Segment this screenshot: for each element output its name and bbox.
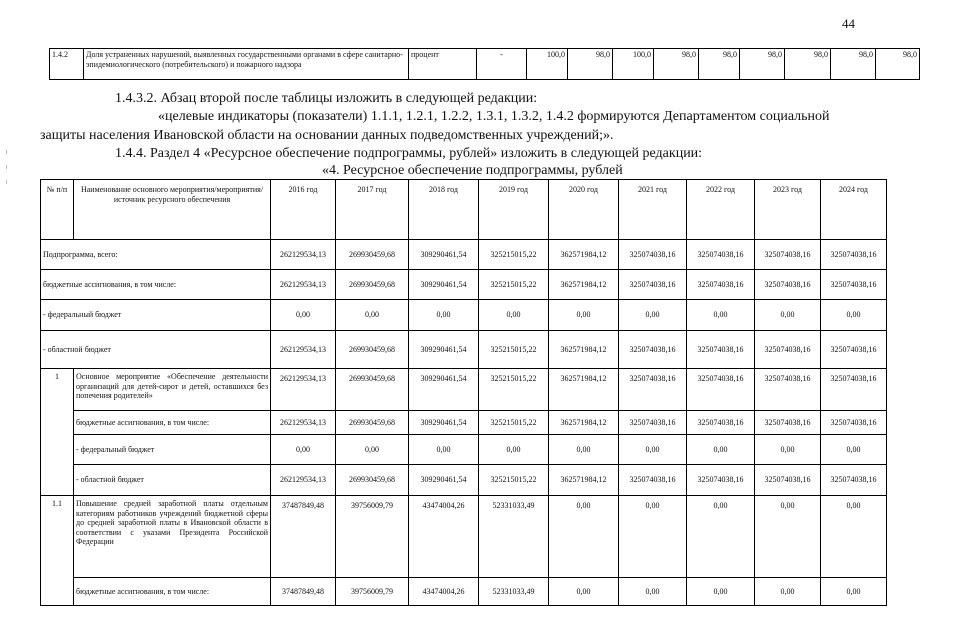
- row-value: 309290461,54: [409, 331, 479, 369]
- row-label: - областной бюджет: [41, 331, 271, 369]
- row-value: 0,00: [409, 435, 479, 465]
- row-value: 0,00: [336, 300, 409, 331]
- row-value: 0,00: [687, 300, 755, 331]
- row-value: 0,00: [821, 496, 887, 578]
- row-value: 325074038,16: [687, 331, 755, 369]
- row-value: 309290461,54: [409, 465, 479, 496]
- row-value: 0,00: [619, 435, 687, 465]
- header-year: 2023 год: [755, 180, 821, 240]
- row-value: 362571984,12: [549, 411, 619, 435]
- indicator-value: 100,0: [527, 49, 568, 80]
- row-value: 0,00: [479, 435, 549, 465]
- row-value: 0,00: [821, 435, 887, 465]
- row-value: 37487849,48: [271, 496, 336, 578]
- row-value: 325215015,22: [479, 240, 549, 270]
- row-value: 325215015,22: [479, 465, 549, 496]
- row-value: 362571984,12: [549, 465, 619, 496]
- row-value: 0,00: [549, 435, 619, 465]
- row-value: 362571984,12: [549, 270, 619, 300]
- paragraph-amendment: 1.4.3.2. Абзац второй после таблицы изложить в следующей редакции:: [115, 91, 538, 106]
- indicator-value: 100,0: [613, 49, 654, 80]
- row-value: 269930459,68: [336, 240, 409, 270]
- row-value: 325074038,16: [821, 240, 887, 270]
- row-label: бюджетные ассигнования, в том числе:: [41, 270, 271, 300]
- row-number: 1.1: [41, 496, 74, 606]
- row-value: 0,00: [687, 578, 755, 606]
- row-value: 269930459,68: [336, 411, 409, 435]
- paragraph-indicators: «целевые индикаторы (показатели) 1.1.1, 1.2.1, 1.2.2, 1.3.1, 1.3.2, 1.4.2 формируются Департаментом социальной: [158, 109, 830, 124]
- indicator-unit: процент: [409, 49, 477, 80]
- row-value: 262129534,13: [271, 331, 336, 369]
- row-value: 0,00: [619, 578, 687, 606]
- resource-table: [40, 179, 887, 606]
- section-title: «4. Ресурсное обеспечение подпрограммы, рублей: [322, 163, 623, 178]
- table-row: [41, 578, 887, 606]
- table-row: [41, 270, 887, 300]
- row-value: 262129534,13: [271, 270, 336, 300]
- row-value: 325074038,16: [755, 369, 821, 411]
- row-label: Повышение средней заработной платы отдельным категориям работников учреждений бюджетной сферы до средней заработной платы в Ивановской области в соответствии с указами Президента Российской Федерации: [74, 496, 271, 578]
- row-value: 0,00: [549, 300, 619, 331]
- row-label: Подпрограмма, всего:: [41, 240, 271, 270]
- row-value: 0,00: [755, 578, 821, 606]
- table-row: [41, 435, 887, 465]
- table-header: [41, 180, 887, 240]
- page-number: 44: [842, 16, 855, 31]
- indicator-dash: -: [477, 49, 527, 80]
- row-value: 269930459,68: [336, 270, 409, 300]
- row-value: 325074038,16: [619, 369, 687, 411]
- indicator-value: 98,0: [568, 49, 613, 80]
- indicator-value: 98,0: [654, 49, 699, 80]
- row-value: 39756009,79: [336, 496, 409, 578]
- row-value: 0,00: [549, 578, 619, 606]
- row-label: - федеральный бюджет: [41, 300, 271, 331]
- indicator-table: [49, 48, 920, 80]
- table-row: [41, 331, 887, 369]
- row-value: 325074038,16: [687, 465, 755, 496]
- row-value: 325074038,16: [755, 240, 821, 270]
- row-value: 325074038,16: [619, 465, 687, 496]
- row-value: 0,00: [619, 300, 687, 331]
- paragraph-section4: 1.4.4. Раздел 4 «Ресурсное обеспечение подпрограммы, рублей» изложить в следующей редакции:: [115, 146, 703, 161]
- row-value: 43474004,26: [409, 496, 479, 578]
- row-number: 1: [41, 369, 74, 496]
- row-value: 325074038,16: [821, 465, 887, 496]
- row-value: 325074038,16: [821, 369, 887, 411]
- row-value: 325074038,16: [755, 270, 821, 300]
- row-value: 269930459,68: [336, 331, 409, 369]
- header-number: № п/п: [41, 180, 74, 240]
- row-value: 37487849,48: [271, 578, 336, 606]
- row-value: 325215015,22: [479, 411, 549, 435]
- row-value: 325074038,16: [755, 331, 821, 369]
- scan-mark: [6, 180, 7, 184]
- row-value: 325215015,22: [479, 369, 549, 411]
- row-value: 0,00: [549, 496, 619, 578]
- header-year: 2017 год: [336, 180, 409, 240]
- row-value: 0,00: [409, 300, 479, 331]
- scan-mark: [6, 150, 7, 154]
- row-value: 39756009,79: [336, 578, 409, 606]
- indicator-value: 98,0: [699, 49, 740, 80]
- row-value: 262129534,13: [271, 240, 336, 270]
- row-value: 325074038,16: [687, 411, 755, 435]
- row-value: 325074038,16: [821, 411, 887, 435]
- row-value: 309290461,54: [409, 411, 479, 435]
- row-value: 0,00: [755, 300, 821, 331]
- header-year: 2018 год: [409, 180, 479, 240]
- row-value: 362571984,12: [549, 240, 619, 270]
- row-value: 325074038,16: [755, 465, 821, 496]
- indicator-value: 98,0: [831, 49, 876, 80]
- header-year: 2016 год: [271, 180, 336, 240]
- row-value: 325074038,16: [821, 270, 887, 300]
- row-value: 325074038,16: [619, 411, 687, 435]
- row-value: 0,00: [755, 496, 821, 578]
- header-name: Наименование основного мероприятия/мероприятия/ источник ресурсного обеспечения: [74, 180, 271, 240]
- header-year: 2020 год: [549, 180, 619, 240]
- indicator-name: Доля устраненных нарушений, выявленных государственными органами в сфере санитарно-эпидемиологического (потребительского) и пожарного надзора: [84, 49, 409, 80]
- row-value: 325074038,16: [687, 240, 755, 270]
- row-value: 309290461,54: [409, 240, 479, 270]
- row-value: 0,00: [271, 300, 336, 331]
- table-row: [41, 411, 887, 435]
- row-value: 0,00: [687, 435, 755, 465]
- row-value: 309290461,54: [409, 369, 479, 411]
- row-value: 325215015,22: [479, 331, 549, 369]
- row-value: 0,00: [821, 300, 887, 331]
- row-value: 269930459,68: [336, 369, 409, 411]
- row-label: - областной бюджет: [74, 465, 271, 496]
- row-value: 325074038,16: [619, 270, 687, 300]
- indicator-value: 98,0: [740, 49, 785, 80]
- row-value: 325074038,16: [619, 240, 687, 270]
- table-row: [41, 240, 887, 270]
- header-year: 2022 год: [687, 180, 755, 240]
- row-value: 262129534,13: [271, 369, 336, 411]
- table-row: [41, 465, 887, 496]
- row-value: 0,00: [687, 496, 755, 578]
- row-value: 362571984,12: [549, 369, 619, 411]
- row-value: 0,00: [336, 435, 409, 465]
- paragraph-indicators-cont: защиты населения Ивановской области на основании данных подведомственных учреждений;».: [40, 128, 614, 143]
- row-value: 325074038,16: [755, 411, 821, 435]
- row-value: 325074038,16: [687, 270, 755, 300]
- indicator-row: [50, 49, 920, 80]
- indicator-value: 98,0: [785, 49, 831, 80]
- row-value: 0,00: [619, 496, 687, 578]
- row-value: 0,00: [479, 300, 549, 331]
- row-label: бюджетные ассигнования, в том числе:: [74, 578, 271, 606]
- scan-mark: [6, 165, 7, 169]
- row-value: 52331033,49: [479, 578, 549, 606]
- table-row: [41, 300, 887, 331]
- row-value: 0,00: [271, 435, 336, 465]
- row-value: 325215015,22: [479, 270, 549, 300]
- header-year: 2024 год: [821, 180, 887, 240]
- header-year: 2021 год: [619, 180, 687, 240]
- row-value: 0,00: [821, 578, 887, 606]
- row-value: 52331033,49: [479, 496, 549, 578]
- row-value: 262129534,13: [271, 465, 336, 496]
- row-value: 262129534,13: [271, 411, 336, 435]
- row-value: 362571984,12: [549, 331, 619, 369]
- row-value: 325074038,16: [619, 331, 687, 369]
- row-value: 0,00: [755, 435, 821, 465]
- table-row: [41, 369, 887, 411]
- indicator-number: 1.4.2: [50, 49, 84, 80]
- row-value: 309290461,54: [409, 270, 479, 300]
- row-label: Основное мероприятие «Обеспечение деятельности организаций для детей-сирот и детей, оставшихся без попечения родителей»: [74, 369, 271, 411]
- header-year: 2019 год: [479, 180, 549, 240]
- row-value: 43474004,26: [409, 578, 479, 606]
- row-value: 325074038,16: [821, 331, 887, 369]
- row-label: - федеральный бюджет: [74, 435, 271, 465]
- row-label: бюджетные ассигнования, в том числе:: [74, 411, 271, 435]
- table-row: [41, 496, 887, 578]
- indicator-value: 98,0: [876, 49, 920, 80]
- row-value: 269930459,68: [336, 465, 409, 496]
- row-value: 325074038,16: [687, 369, 755, 411]
